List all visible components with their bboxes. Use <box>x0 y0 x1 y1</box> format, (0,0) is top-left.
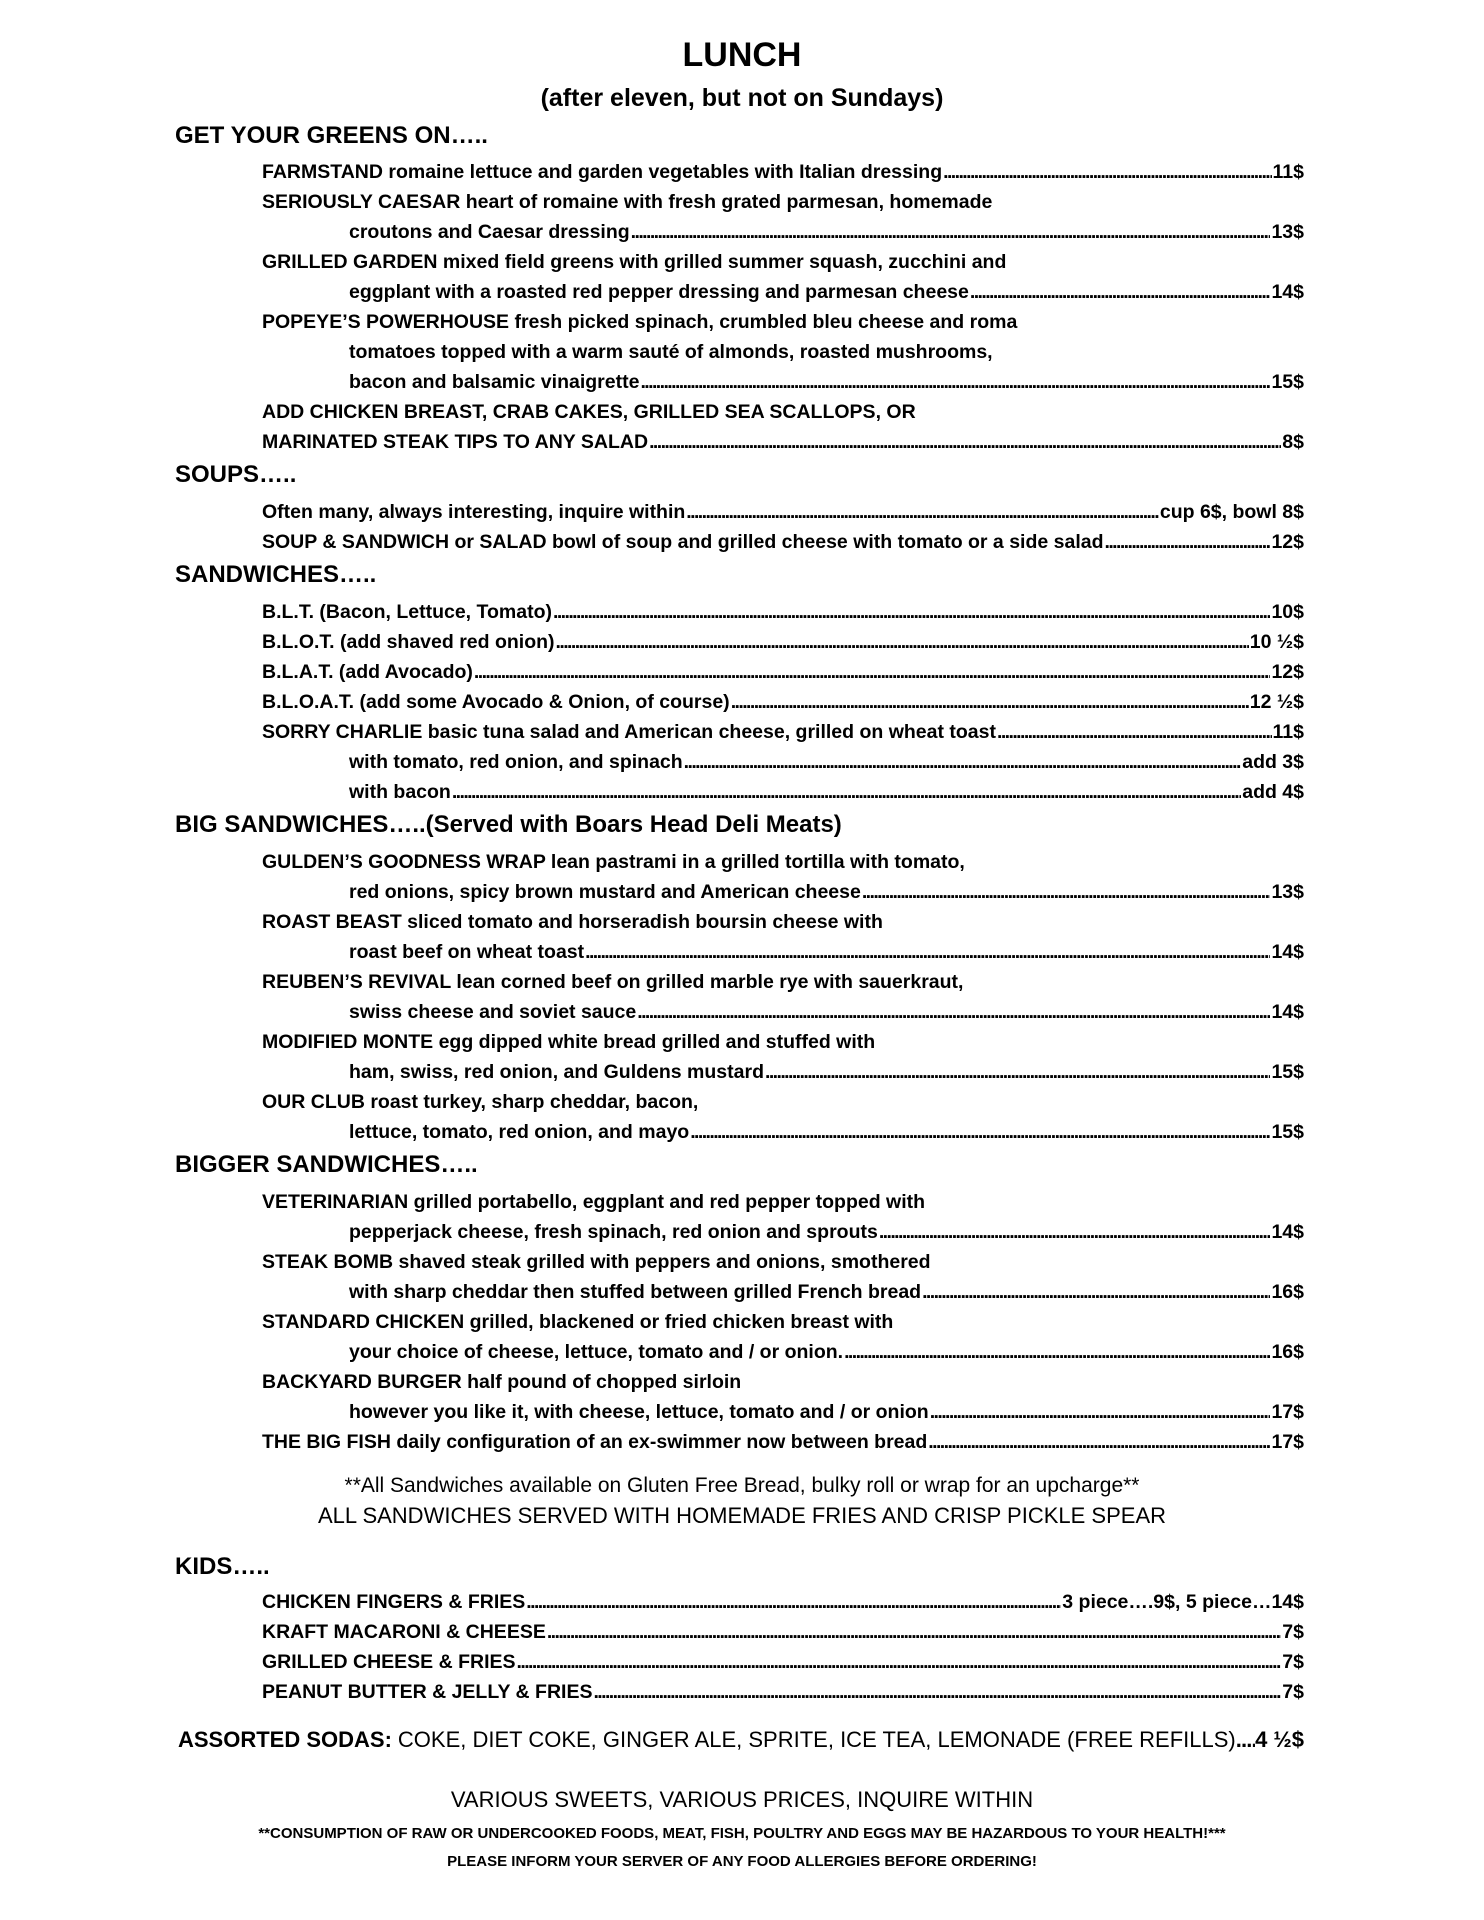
menu-line: lettuce, tomato, red onion, and mayo . . . 15$ <box>349 1121 1304 1149</box>
menu-line: REUBEN’S REVIVAL lean corned beef on grilled marble rye with sauerkraut, <box>262 971 964 993</box>
section-soups-heading: SOUPS….. <box>175 461 297 488</box>
menu-line: KRAFT MACARONI & CHEESE . . . 7$ <box>262 1621 1304 1649</box>
section-greens-heading: GET YOUR GREENS ON….. <box>175 122 488 149</box>
menu-line: THE BIG FISH daily configuration of an ex-swimmer now between bread . . . 17$ <box>262 1431 1304 1459</box>
menu-line: with tomato, red onion, and spinach . . . add 3$ <box>349 751 1304 779</box>
menu-line: swiss cheese and soviet sauce . . . 14$ <box>349 1001 1304 1029</box>
menu-line: BACKYARD BURGER half pound of chopped sirloin <box>262 1371 742 1393</box>
page-subtitle: (after eleven, but not on Sundays) <box>540 84 944 112</box>
menu-line: red onions, spicy brown mustard and American cheese . . . 13$ <box>349 881 1304 909</box>
section-big-sandwiches-heading: BIG SANDWICHES…..(Served with Boars Head Deli Meats) <box>175 811 842 838</box>
menu-line: B.L.A.T. (add Avocado) . . . 12$ <box>262 661 1304 689</box>
menu-line: croutons and Caesar dressing . . . 13$ <box>349 221 1304 249</box>
menu-line: OUR CLUB roast turkey, sharp cheddar, bacon, <box>262 1091 699 1113</box>
menu-line: with bacon . . . add 4$ <box>349 781 1304 809</box>
section-kids-heading: KIDS….. <box>175 1553 270 1580</box>
menu-line: with sharp cheddar then stuffed between grilled French bread . . . 16$ <box>349 1281 1304 1309</box>
menu-line: VETERINARIAN grilled portabello, eggplant and red pepper topped with <box>262 1191 926 1213</box>
menu-line: STANDARD CHICKEN grilled, blackened or fried chicken breast with <box>262 1311 894 1333</box>
menu-line: MARINATED STEAK TIPS TO ANY SALAD . . . 8$ <box>262 431 1304 459</box>
menu-line: GULDEN’S GOODNESS WRAP lean pastrami in a grilled tortilla with tomato, <box>262 851 965 873</box>
menu-line: MODIFIED MONTE egg dipped white bread grilled and stuffed with <box>262 1031 876 1053</box>
sodas-list: COKE, DIET COKE, GINGER ALE, SPRITE, ICE TEA, LEMONADE (FREE REFILLS) <box>397 1727 1236 1752</box>
menu-line: GRILLED CHEESE & FRIES . . . 7$ <box>262 1651 1304 1679</box>
allergy-notice: PLEASE INFORM YOUR SERVER OF ANY FOOD ALLERGIES BEFORE ORDERING! <box>447 1853 1037 1870</box>
menu-line: PEANUT BUTTER & JELLY & FRIES . . . 7$ <box>262 1681 1304 1709</box>
sodas-line <box>178 1727 1304 1753</box>
menu-line: FARMSTAND romaine lettuce and garden vegetables with Italian dressing . . . 11$ <box>262 161 1304 189</box>
page-title: LUNCH <box>682 36 802 74</box>
menu-line: ham, swiss, red onion, and Guldens mustard . . . 15$ <box>349 1061 1304 1089</box>
sweets-note: VARIOUS SWEETS, VARIOUS PRICES, INQUIRE WITHIN <box>450 1787 1034 1812</box>
sodas-price: 4 ½$ <box>1255 1727 1304 1752</box>
menu-line: CHICKEN FINGERS & FRIES . . . 3 piece….9$, 5 piece…14$ <box>262 1591 1304 1619</box>
menu-line: bacon and balsamic vinaigrette . . . 15$ <box>349 371 1304 399</box>
menu-line: Often many, always interesting, inquire within . . . cup 6$, bowl 8$ <box>262 501 1304 529</box>
menu-line: B.L.T. (Bacon, Lettuce, Tomato) . . . 10$ <box>262 601 1304 629</box>
menu-line: STEAK BOMB shaved steak grilled with peppers and onions, smothered <box>262 1251 931 1273</box>
menu-line: pepperjack cheese, fresh spinach, red onion and sprouts . . . 14$ <box>349 1221 1304 1249</box>
gluten-free-note: **All Sandwiches available on Gluten Free Bread, bulky roll or wrap for an upcharge** <box>344 1474 1140 1497</box>
menu-line: GRILLED GARDEN mixed field greens with grilled summer squash, zucchini and <box>262 251 1007 273</box>
sodas-label: ASSORTED SODAS: <box>178 1727 392 1752</box>
menu-line: eggplant with a roasted red pepper dressing and parmesan cheese . . . 14$ <box>349 281 1304 309</box>
menu-line: SOUP & SANDWICH or SALAD bowl of soup and grilled cheese with tomato or a side salad . . . 12$ <box>262 531 1304 559</box>
menu-line: tomatoes topped with a warm sauté of almonds, roasted mushrooms, <box>349 341 993 363</box>
section-bigger-sandwiches-heading: BIGGER SANDWICHES….. <box>175 1151 478 1178</box>
menu-line: roast beef on wheat toast . . . 14$ <box>349 941 1304 969</box>
section-sandwiches-heading: SANDWICHES….. <box>175 561 377 588</box>
menu-line: SERIOUSLY CAESAR heart of romaine with fresh grated parmesan, homemade <box>262 191 993 213</box>
menu-line: POPEYE’S POWERHOUSE fresh picked spinach, crumbled bleu cheese and roma <box>262 311 1018 333</box>
menu-line: SORRY CHARLIE basic tuna salad and American cheese, grilled on wheat toast . . . 11$ <box>262 721 1304 749</box>
menu-line: B.L.O.T. (add shaved red onion) . . . 10 ½$ <box>262 631 1304 659</box>
menu-line: ADD CHICKEN BREAST, CRAB CAKES, GRILLED SEA SCALLOPS, OR <box>262 401 916 423</box>
menu-line: ROAST BEAST sliced tomato and horseradish boursin cheese with <box>262 911 883 933</box>
raw-food-warning: **CONSUMPTION OF RAW OR UNDERCOOKED FOODS, MEAT, FISH, POULTRY AND EGGS MAY BE HAZARDOUS TO YOUR HEALTH!*** <box>258 1825 1226 1842</box>
menu-line: B.L.O.A.T. (add some Avocado & Onion, of course) . . . 12 ½$ <box>262 691 1304 719</box>
menu-line: however you like it, with cheese, lettuce, tomato and / or onion . . . 17$ <box>349 1401 1304 1429</box>
menu-line: your choice of cheese, lettuce, tomato and / or onion. . . . 16$ <box>349 1341 1304 1369</box>
fries-note: ALL SANDWICHES SERVED WITH HOMEMADE FRIES AND CRISP PICKLE SPEAR <box>318 1503 1166 1528</box>
